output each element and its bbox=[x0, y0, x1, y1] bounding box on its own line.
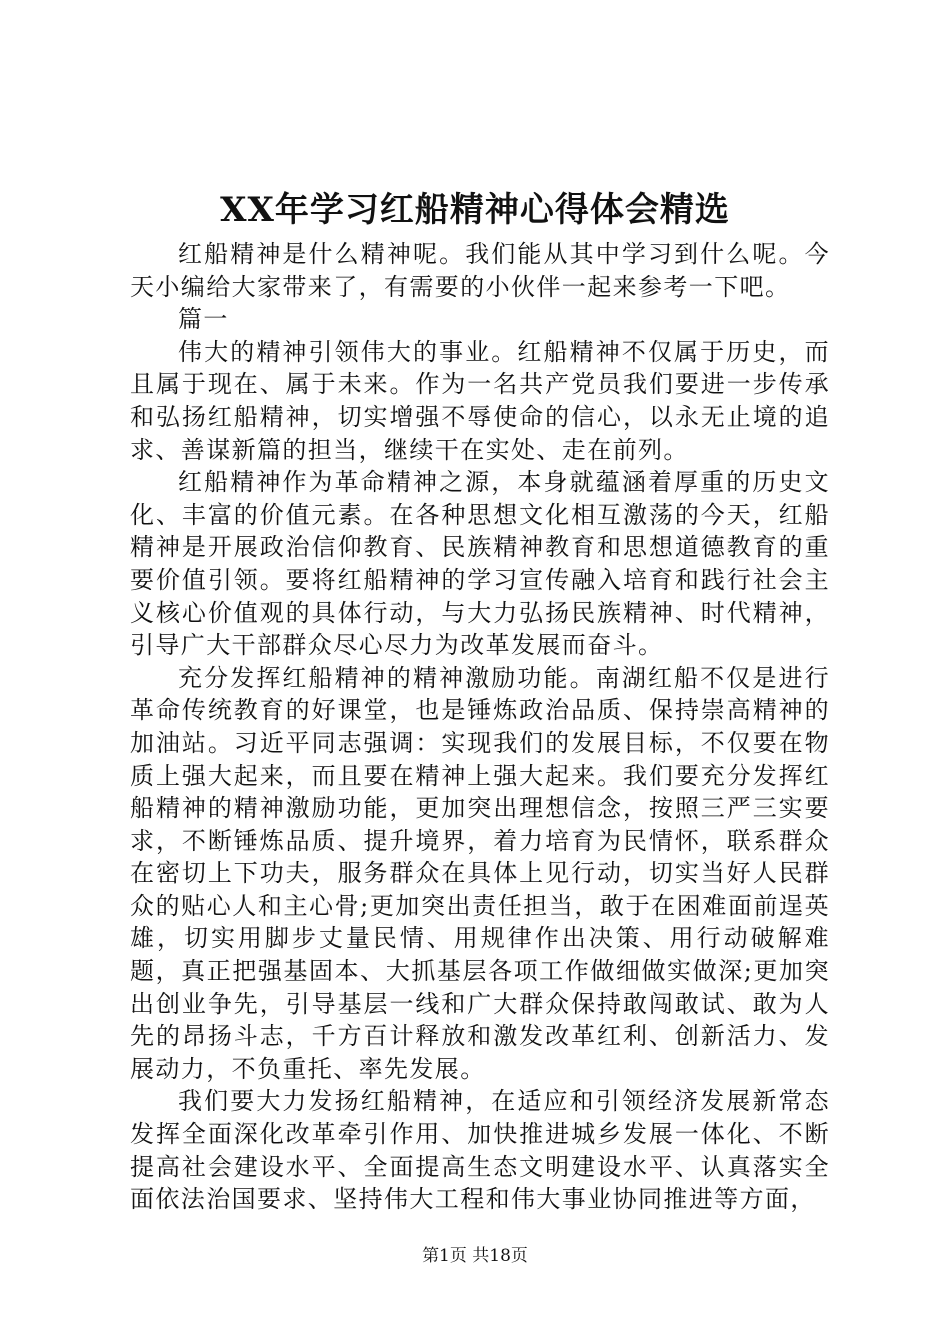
section-heading: 篇一 bbox=[178, 305, 229, 334]
page-footer: 第1页 共18页 bbox=[422, 1246, 528, 1266]
document-body bbox=[130, 238, 830, 1216]
paragraph: 红船精神作为革命精神之源，本身就蕴涵着厚重的历史文化、丰富的价值元素。在各种思想文化相互激荡的今天，红船精神是开展政治信仰教育、民族精神教育和思想道德教育的重要价值引领。要将红船精神的学习宣传融入培育和践行社会主义核心价值观的具体行动，与大力弘扬民族精神、时代精神，引导广大干部群众尽心尽力为改革发展而奋斗。 bbox=[130, 468, 830, 660]
paragraph: 充分发挥红船精神的精神激励功能。南湖红船不仅是进行革命传统教育的好课堂，也是锤炼政治品质、保持崇高精神的加油站。习近平同志强调：实现我们的发展目标，不仅要在物质上强大起来，而且要在精神上强大起来。我们要充分发挥红船精神的精神激励功能，更加突出理想信念，按照三严三实要求，不断锤炼品质、提升境界，着力培育为民情怀，联系群众在密切上下功夫，服务群众在具体上见行动，切实当好人民群众的贴心人和主心骨;更加突出责任担当，敢于在困难面前逞英雄，切实用脚步丈量民情、用规律作出决策、用行动破解难题，真正把强基固本、大抓基层各项工作做细做实做深;更加突出创业争先，引导基层一线和广大群众保持敢闯敢试、敢为人先的昂扬斗志，千方百计释放和激发改革红利、创新活力、发展动力，不负重托、率先发展。 bbox=[130, 663, 830, 1083]
paragraph: 我们要大力发扬红船精神，在适应和引领经济发展新常态发挥全面深化改革牵引作用、加快推进城乡发展一体化、不断提高社会建设水平、全面提高生态文明建设水平、认真落实全面依法治国要求、坚持伟大工程和伟大事业协同推进等方面， bbox=[130, 1087, 830, 1214]
document-title: XX年学习红船精神心得体会精选 bbox=[220, 190, 730, 230]
paragraph-intro: 红船精神是什么精神呢。我们能从其中学习到什么呢。今天小编给大家带来了，有需要的小伙伴一起来参考一下吧。 bbox=[130, 240, 830, 301]
paragraph: 伟大的精神引领伟大的事业。红船精神不仅属于历史，而且属于现在、属于未来。作为一名共产党员我们要进一步传承和弘扬红船精神，切实增强不辱使命的信心，以永无止境的追求、善谋新篇的担当，继续干在实处、走在前列。 bbox=[130, 337, 830, 464]
